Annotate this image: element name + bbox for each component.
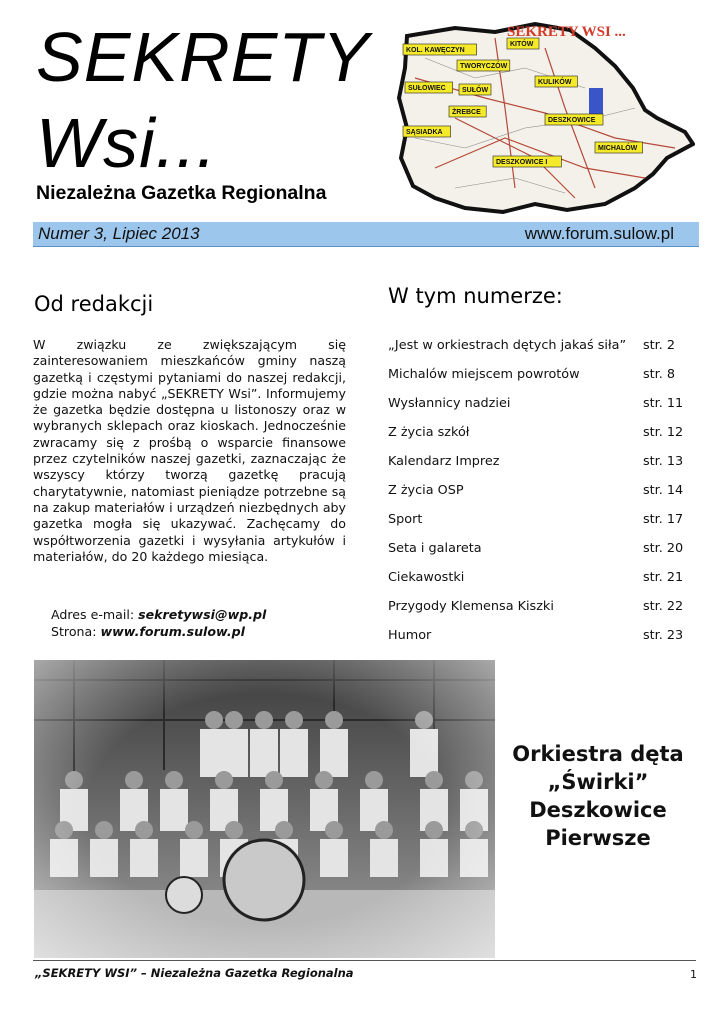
map-label-text: SUŁÓW [462,87,489,94]
map-heading: SEKRETY WSI ... [507,24,626,40]
region-map [395,18,695,214]
issue-url[interactable]: www.forum.sulow.pl [524,224,674,243]
map-label-text: MICHALÓW [598,145,638,152]
toc-item-page: str. 2 [643,338,676,353]
toc-item-title: „Jest w orkiestrach dętych jakaś siła” [388,338,627,353]
toc-item-page: str. 21 [643,570,684,585]
toc-item-title: Wysłannicy nadziei [388,396,511,411]
map-label-text: DESZKOWICE I [496,159,548,166]
map-label-text: TWORYCZÓW [460,63,508,70]
toc-item-title: Ciekawostki [388,570,465,585]
map-label-text: SUŁOWIEC [408,85,446,92]
map-label [459,84,491,95]
masthead-subtitle: Niezależna Gazetka Regionalna [36,182,327,204]
toc-item-page: str. 22 [643,599,684,614]
masthead-title-line1: SEKRETY [36,18,370,96]
toc-item-title: Seta i galareta [388,541,482,556]
toc-item[interactable] [388,394,688,423]
issue-number: Numer 3, Lipiec 2013 [38,224,200,243]
toc-item[interactable] [388,597,688,626]
map-label-text: SĄSIADKA [406,129,443,136]
toc-item[interactable] [388,481,688,510]
toc-item[interactable] [388,626,688,655]
toc-heading: W tym numerze: [388,284,563,308]
map-label [403,126,451,137]
map-label [405,82,453,93]
footer-divider [33,960,696,961]
toc-item[interactable] [388,336,688,365]
page-number: 1 [690,968,697,981]
contact-block [51,606,266,640]
toc-item-page: str. 20 [643,541,684,556]
contact-www[interactable]: www.forum.sulow.pl [100,624,245,639]
map-label-text: DESZKOWICE [548,117,596,124]
editorial-heading: Od redakcji [34,292,154,316]
toc-item-page: str. 14 [643,483,684,498]
contact-email-row [51,606,266,623]
toc-item-page: str. 11 [643,396,684,411]
map-label-text: ŻREBCE [452,109,481,116]
photo-caption-line4: Pierwsze [545,826,651,850]
toc-item-title: Kalendarz Imprez [388,454,500,469]
toc-item-page: str. 23 [643,628,684,643]
toc-item[interactable] [388,539,688,568]
map-label [457,60,510,71]
map-label [595,142,643,153]
masthead-title [36,14,370,186]
photo-caption-line3: Deszkowice [529,798,667,822]
toc-item[interactable] [388,568,688,597]
toc-item-title: Humor [388,628,432,643]
photo-caption [502,740,694,852]
toc-item-title: Sport [388,512,423,527]
issue-bar [33,222,699,247]
toc-list [388,336,688,655]
map-label [403,44,477,55]
toc-item-page: str. 13 [643,454,684,469]
map-label [493,156,561,167]
toc-item-page: str. 17 [643,512,684,527]
toc-item[interactable] [388,423,688,452]
contact-www-label: Strona: [51,624,97,639]
toc-item[interactable] [388,510,688,539]
toc-item-title: Przygody Klemensa Kiszki [388,599,554,614]
band-photo [34,660,495,958]
toc-item-title: Z życia szkół [388,425,470,440]
map-label-text: KITÓW [510,41,534,48]
footer-text: „SEKRETY WSI” – Niezależna Gazetka Regionalna [35,966,354,980]
map-label [449,106,486,117]
map-label [535,76,577,87]
toc-item-title: Michalów miejscem powrotów [388,367,580,382]
contact-email-label: Adres e-mail: [51,607,135,622]
photo-caption-line2: „Świrki” [547,770,649,794]
toc-item[interactable] [388,365,688,394]
map-label [545,114,603,125]
contact-www-row [51,623,266,640]
masthead-title-line2: Wsi... [36,104,217,182]
toc-item-page: str. 12 [643,425,684,440]
lake-icon [589,88,603,118]
toc-item[interactable] [388,452,688,481]
toc-item-page: str. 8 [643,367,676,382]
editorial-body: W związku ze zwiększającym się zainteresowaniem mieszkańców gminy naszą gazetką i częstymi pytaniami do naszej redakcji, gdzie można nabyć „SEKRETY Wsi”. Informujemy że gazetka będzie dostępna u listonoszy oraz w wybranych sklepach oraz kioskach. Jednocześnie zwracamy się z prośbą o wsparcie finansowe przez czytelników naszej gazetki, zaznaczając że wszyscy którzy tworzą gazetkę pracują charytatywnie, natomiast pieniądze potrzebne są na zakup materiałów i urządzeń niezbędnych aby gazetka mogła się ukazywać. Zachęcamy do współtworzenia gazetki i wysyłania artykułów i materiałów, do 20 każdego miesiąca. [33,337,346,564]
map-label-text: KOL. KAWĘCZYN [406,47,465,54]
photo-caption-line1: Orkiestra dęta [512,742,684,766]
contact-email[interactable]: sekretywsi@wp.pl [138,607,267,622]
toc-item-title: Z życia OSP [388,483,464,498]
map-label-text: KULIKÓW [538,79,572,86]
